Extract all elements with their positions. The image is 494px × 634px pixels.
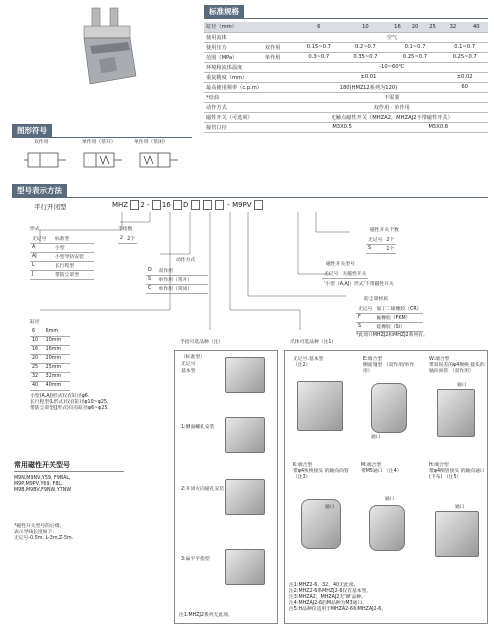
spec-cell: 0.25~0.7 bbox=[441, 52, 488, 62]
fingers-table bbox=[118, 234, 137, 244]
code-bore-box bbox=[152, 200, 161, 210]
table-row bbox=[30, 234, 94, 243]
spec-row bbox=[204, 92, 488, 102]
table-cell: 氯丁二烯橡胶（CR） bbox=[374, 304, 423, 313]
spec-label: 使用压力 bbox=[204, 42, 263, 52]
option-k-image bbox=[301, 499, 341, 549]
spec-sublabel: 双作用 bbox=[263, 42, 296, 52]
code-switch: M9PV bbox=[232, 201, 252, 209]
table-cell: 无记号 bbox=[366, 235, 384, 244]
spec-header-cell: 10 bbox=[342, 22, 389, 32]
spec-row bbox=[204, 112, 488, 122]
symbol-label-single-no: 单作用（常开） bbox=[82, 140, 116, 145]
finger-option-2: 2:开闭方向通孔安装 bbox=[181, 487, 225, 492]
switch-count-table bbox=[366, 235, 396, 254]
spec-row bbox=[204, 102, 488, 112]
symbol-label-single-nc: 单作用（常闭） bbox=[134, 140, 168, 145]
spec-sublabel: 单作用 bbox=[263, 52, 296, 62]
finger-option-3-image bbox=[225, 549, 265, 585]
finger-option-2-image bbox=[225, 479, 265, 515]
finger-option-1-image bbox=[225, 417, 265, 453]
spec-cell: 双作用 · 单作用 bbox=[296, 102, 488, 112]
finger-panel-title: 手指可选品种（注） bbox=[180, 340, 224, 345]
spec-header-row bbox=[204, 22, 488, 32]
table-row bbox=[356, 322, 423, 331]
code-finger-option-box bbox=[191, 200, 200, 210]
port-label: 通口 bbox=[455, 505, 465, 510]
spec-cell: 0.25~0.7 bbox=[389, 52, 442, 62]
table-cell: 16 bbox=[30, 345, 44, 354]
table-row bbox=[30, 345, 70, 354]
model-category: 平行开闭型 bbox=[34, 203, 67, 211]
switch-note: 无记号-0.5m, L-3m,Z-5m. bbox=[14, 536, 74, 541]
table-row bbox=[30, 372, 70, 381]
option-k-sub: 带φ4快换接头 的轴向尚管 （注3） bbox=[293, 469, 349, 480]
spec-header-cell: 25 bbox=[424, 22, 442, 32]
table-cell: 单作用（常闭） bbox=[157, 284, 208, 293]
finger-none: 无记号 bbox=[181, 362, 196, 367]
table-cell: A bbox=[30, 243, 53, 252]
option-panel bbox=[284, 350, 488, 624]
table-row bbox=[146, 284, 208, 293]
table-cell: 长行程型 bbox=[53, 261, 94, 270]
spec-label: 使用流体 bbox=[204, 32, 296, 42]
table-row bbox=[322, 269, 368, 278]
spec-cell: 0.3~0.7 bbox=[296, 52, 343, 62]
port-label: 通口 bbox=[325, 505, 335, 510]
divider bbox=[204, 18, 488, 19]
table-cell: 无记号 bbox=[322, 269, 340, 278]
finger-panel bbox=[174, 350, 278, 624]
dust-title: 防尘罩材质 bbox=[364, 297, 388, 302]
option-note: 注5:H品种仅适用于MHZA2-6和MHZAJ2-6。 bbox=[289, 607, 387, 612]
spec-row bbox=[204, 82, 488, 92]
table-row bbox=[356, 313, 423, 322]
option-note: 注2:MHZ2-6系MHZJ2-6仅有基本型。 bbox=[289, 589, 372, 594]
table-cell: 20 bbox=[30, 354, 44, 363]
table-cell: 1个 bbox=[384, 244, 396, 253]
table-cell: 25 bbox=[30, 363, 44, 372]
port-label: 通口 bbox=[457, 383, 467, 388]
spec-label: 最高使用频率（c.p.m） bbox=[204, 82, 296, 92]
table-cell: S bbox=[356, 322, 374, 331]
action-table bbox=[146, 266, 208, 294]
spec-cell: 空气 bbox=[296, 32, 488, 42]
table-cell: 硅橡胶（Si） bbox=[374, 322, 423, 331]
table-row bbox=[30, 243, 94, 252]
table-row bbox=[30, 261, 94, 270]
table-cell: 10 bbox=[30, 336, 44, 345]
option-e-title: E:端合型 bbox=[363, 357, 383, 362]
port-label: 通口 bbox=[385, 497, 395, 502]
table-row bbox=[30, 354, 70, 363]
dust-note: *此项只MHZJ2和MHZJ2系列有。 bbox=[356, 333, 428, 338]
finger-panel-note: 注1:MHZJ2系列无此项。 bbox=[179, 613, 233, 618]
code-dash: - bbox=[147, 201, 150, 209]
spec-header-cell: 40 bbox=[465, 22, 488, 32]
table-cell: 标准型 bbox=[53, 234, 94, 243]
table-cell: 小型导轨安装 bbox=[53, 252, 94, 261]
option-h-image bbox=[435, 511, 479, 557]
table-cell: 单作用（常开） bbox=[157, 275, 208, 284]
spec-cell: M5X0.8 bbox=[389, 122, 488, 132]
spec-cell: 0.15~0.7 bbox=[296, 42, 343, 52]
table-cell: 2个 bbox=[384, 235, 396, 244]
spec-header-cell: 32 bbox=[441, 22, 464, 32]
option-e-image bbox=[371, 383, 407, 433]
fingers-title: 手指数 bbox=[118, 227, 133, 232]
code-dust-box bbox=[215, 200, 224, 210]
table-cell: F bbox=[356, 313, 374, 322]
spec-row bbox=[204, 32, 488, 42]
option-panel-title: 爪体可选品种（注1） bbox=[290, 340, 337, 345]
table-cell: L bbox=[30, 261, 53, 270]
switch-type-title: 磁性开关型号 bbox=[326, 262, 355, 267]
spec-label: 接管口径 bbox=[204, 122, 296, 132]
code-dash-2: - bbox=[227, 201, 230, 209]
finger-option-1: 1:侧面螺孔安装 bbox=[181, 425, 215, 430]
spec-cell: 不需要 bbox=[296, 92, 488, 102]
table-cell: 2个 bbox=[125, 234, 137, 243]
table-cell: C bbox=[146, 284, 157, 293]
table-cell: 40 bbox=[30, 381, 44, 390]
option-w-sub: 带双误差的φ4倒换 接头的轴向尚管 （双作用） bbox=[429, 363, 485, 374]
action-title: 动作方式 bbox=[176, 258, 196, 263]
table-row bbox=[30, 252, 94, 261]
option-m-sub: 带M5通口 （注4） bbox=[361, 469, 402, 474]
table-row bbox=[366, 235, 396, 244]
spec-label: 环境和流体温度 bbox=[204, 62, 296, 72]
table-cell: 10mm bbox=[44, 336, 70, 345]
finger-option-3: 3:扁平平指型 bbox=[181, 557, 210, 562]
bore-title: 缸径 bbox=[30, 320, 40, 325]
spec-row bbox=[204, 122, 488, 132]
table-row bbox=[30, 327, 70, 336]
spec-table bbox=[204, 22, 488, 133]
spec-label: 范围（MPa） bbox=[204, 52, 263, 62]
symbol-diagrams bbox=[22, 147, 192, 177]
spec-cell: -10~60℃ bbox=[296, 62, 488, 72]
table-cell: D bbox=[146, 266, 157, 275]
table-cell: 无记号 bbox=[30, 234, 53, 243]
switch-count-title: 磁性开关个数 bbox=[370, 228, 399, 233]
option-m-image bbox=[369, 505, 405, 551]
table-row bbox=[146, 275, 208, 284]
form-table bbox=[30, 234, 94, 280]
option-notes bbox=[289, 583, 386, 613]
table-row bbox=[30, 270, 94, 279]
option-w-image bbox=[437, 389, 475, 437]
spec-cell: 180(HMZL2系列为120) bbox=[296, 82, 442, 92]
bore-notes bbox=[30, 394, 140, 412]
divider bbox=[12, 137, 192, 138]
port-label: 通口 bbox=[371, 435, 381, 440]
spec-row bbox=[204, 62, 488, 72]
table-cell: 双作用 bbox=[157, 266, 208, 275]
spec-label: 磁性开关（可选项） bbox=[204, 112, 296, 122]
code-action: D bbox=[182, 201, 189, 209]
spec-header-label: 缸径（mm） bbox=[204, 22, 296, 32]
spec-header-cell: 16 bbox=[389, 22, 407, 32]
table-cell: 32 bbox=[30, 372, 44, 381]
switch-models: M9N,M9NV,Y59, F9BAL, M9P,M9PV,Y69, F8L, M9B,M9BV,F9NW,Y7NW bbox=[14, 476, 72, 493]
spec-cell: 无触点磁性开关（MHZA2，MHZAJ2不带磁性开关） bbox=[296, 112, 488, 122]
switch-note: *磁性开关型号的后缀, bbox=[14, 524, 62, 529]
code-action-box bbox=[173, 200, 182, 210]
spec-header-cell: 6 bbox=[296, 22, 343, 32]
spec-section-title: 标准规格 bbox=[204, 5, 244, 18]
spec-cell: ±0.02 bbox=[441, 72, 488, 82]
spec-cell: ±0.01 bbox=[296, 72, 442, 82]
bore-note: 长行程型(L形式)仅有缸径φ10~φ25. bbox=[30, 400, 109, 405]
switch-section-title: 常用磁性开关型号 bbox=[14, 461, 70, 469]
spec-row bbox=[204, 52, 488, 62]
table-cell: 2 bbox=[118, 234, 125, 243]
spec-cell: 0.1~0.7 bbox=[389, 42, 442, 52]
table-cell: 无记号 bbox=[356, 304, 374, 313]
spec-cell: 60 bbox=[441, 82, 488, 92]
table-row bbox=[30, 381, 70, 390]
option-basic-title: 无记号:基本型 bbox=[293, 357, 324, 362]
switch-type-table bbox=[322, 269, 368, 279]
spec-label: 动作方式 bbox=[204, 102, 296, 112]
code-body-option-box bbox=[203, 200, 212, 210]
option-basic-sub: （注2） bbox=[293, 363, 311, 368]
table-row bbox=[356, 304, 423, 313]
table-cell: AJ bbox=[30, 252, 53, 261]
spec-header-cell: 20 bbox=[406, 22, 424, 32]
code-bore: 16 bbox=[161, 201, 171, 209]
finger-basic-image bbox=[225, 357, 265, 393]
table-cell: 25mm bbox=[44, 363, 70, 372]
table-cell: 20mm bbox=[44, 354, 70, 363]
table-cell: 无磁性开关 bbox=[340, 269, 368, 278]
divider bbox=[12, 197, 488, 198]
divider bbox=[14, 471, 124, 472]
table-cell: J bbox=[30, 270, 53, 279]
bore-note: 小型(A,AJ)形式仅有缸径φ6. bbox=[30, 394, 90, 399]
table-cell: 32mm bbox=[44, 372, 70, 381]
table-row bbox=[118, 234, 137, 243]
table-row bbox=[30, 363, 70, 372]
option-basic-image bbox=[297, 381, 343, 431]
switch-notes bbox=[14, 524, 124, 542]
finger-standard: （标准型） bbox=[181, 355, 205, 360]
option-note: 注1:MHZ2-6、32、40无此项。 bbox=[289, 583, 359, 588]
option-h-sub: 带φ4倒管接头 的轴向通口(卡布) （注5） bbox=[429, 469, 485, 480]
table-cell: 带防尘罩型 bbox=[53, 270, 94, 279]
table-cell: 6mm bbox=[44, 327, 70, 336]
symbol-section-title: 图形符号 bbox=[12, 124, 52, 137]
option-e-sub: 侧面翅型 （双作用/单作用） bbox=[363, 363, 415, 374]
code-switch-count-box bbox=[254, 200, 263, 210]
switch-type-note: '小型（A,AJ）形式'不带磁性开关 bbox=[324, 282, 394, 287]
bore-table bbox=[30, 327, 70, 391]
code-fingers: 2 bbox=[140, 201, 145, 209]
option-h-title: H:端合型 bbox=[429, 463, 449, 468]
table-row bbox=[146, 266, 208, 275]
table-row bbox=[366, 244, 396, 253]
dust-table bbox=[356, 304, 423, 332]
spec-cell: M3X0.5 bbox=[296, 122, 389, 132]
spec-cell: 0.2~0.7 bbox=[342, 42, 389, 52]
finger-basic: 基本型 bbox=[181, 369, 196, 374]
table-cell: 16mm bbox=[44, 345, 70, 354]
table-cell: 小型 bbox=[53, 243, 94, 252]
symbol-label-double: 双作用 bbox=[34, 140, 49, 145]
spec-row bbox=[204, 42, 488, 52]
option-m-title: M:端合型 bbox=[361, 463, 382, 468]
table-cell: 氟橡胶（FKM） bbox=[374, 313, 423, 322]
spec-cell: 0.1~0.7 bbox=[441, 42, 488, 52]
spec-cell: 0.35~0.7 bbox=[342, 52, 389, 62]
table-cell: S bbox=[146, 275, 157, 284]
table-cell: S bbox=[366, 244, 384, 253]
option-k-title: K:端合型 bbox=[293, 463, 313, 468]
bore-note: 带防尘罩型(J形式)仅有缸径φ6~φ25. bbox=[30, 406, 109, 411]
switch-note: 表示导线长度如下: bbox=[14, 530, 54, 535]
model-code bbox=[112, 200, 264, 210]
option-note: 注3:MHZA2，MHZAJ2无'W'品种。 bbox=[289, 595, 366, 600]
option-note: 注4:MHZAJ2-6的M品种为M3通口。 bbox=[289, 601, 367, 606]
code-form-box bbox=[130, 200, 139, 210]
spec-label: *给油 bbox=[204, 92, 296, 102]
table-cell: 40mm bbox=[44, 381, 70, 390]
code-series: MHZ bbox=[112, 201, 129, 209]
product-photo bbox=[70, 6, 142, 92]
option-w-title: W:端合型 bbox=[429, 357, 450, 362]
table-cell: 6 bbox=[30, 327, 44, 336]
spec-label: 重复精度（mm） bbox=[204, 72, 296, 82]
table-row bbox=[30, 336, 70, 345]
model-section-title: 型号表示方法 bbox=[12, 184, 67, 197]
form-title: 形式 bbox=[30, 227, 40, 232]
spec-row bbox=[204, 72, 488, 82]
